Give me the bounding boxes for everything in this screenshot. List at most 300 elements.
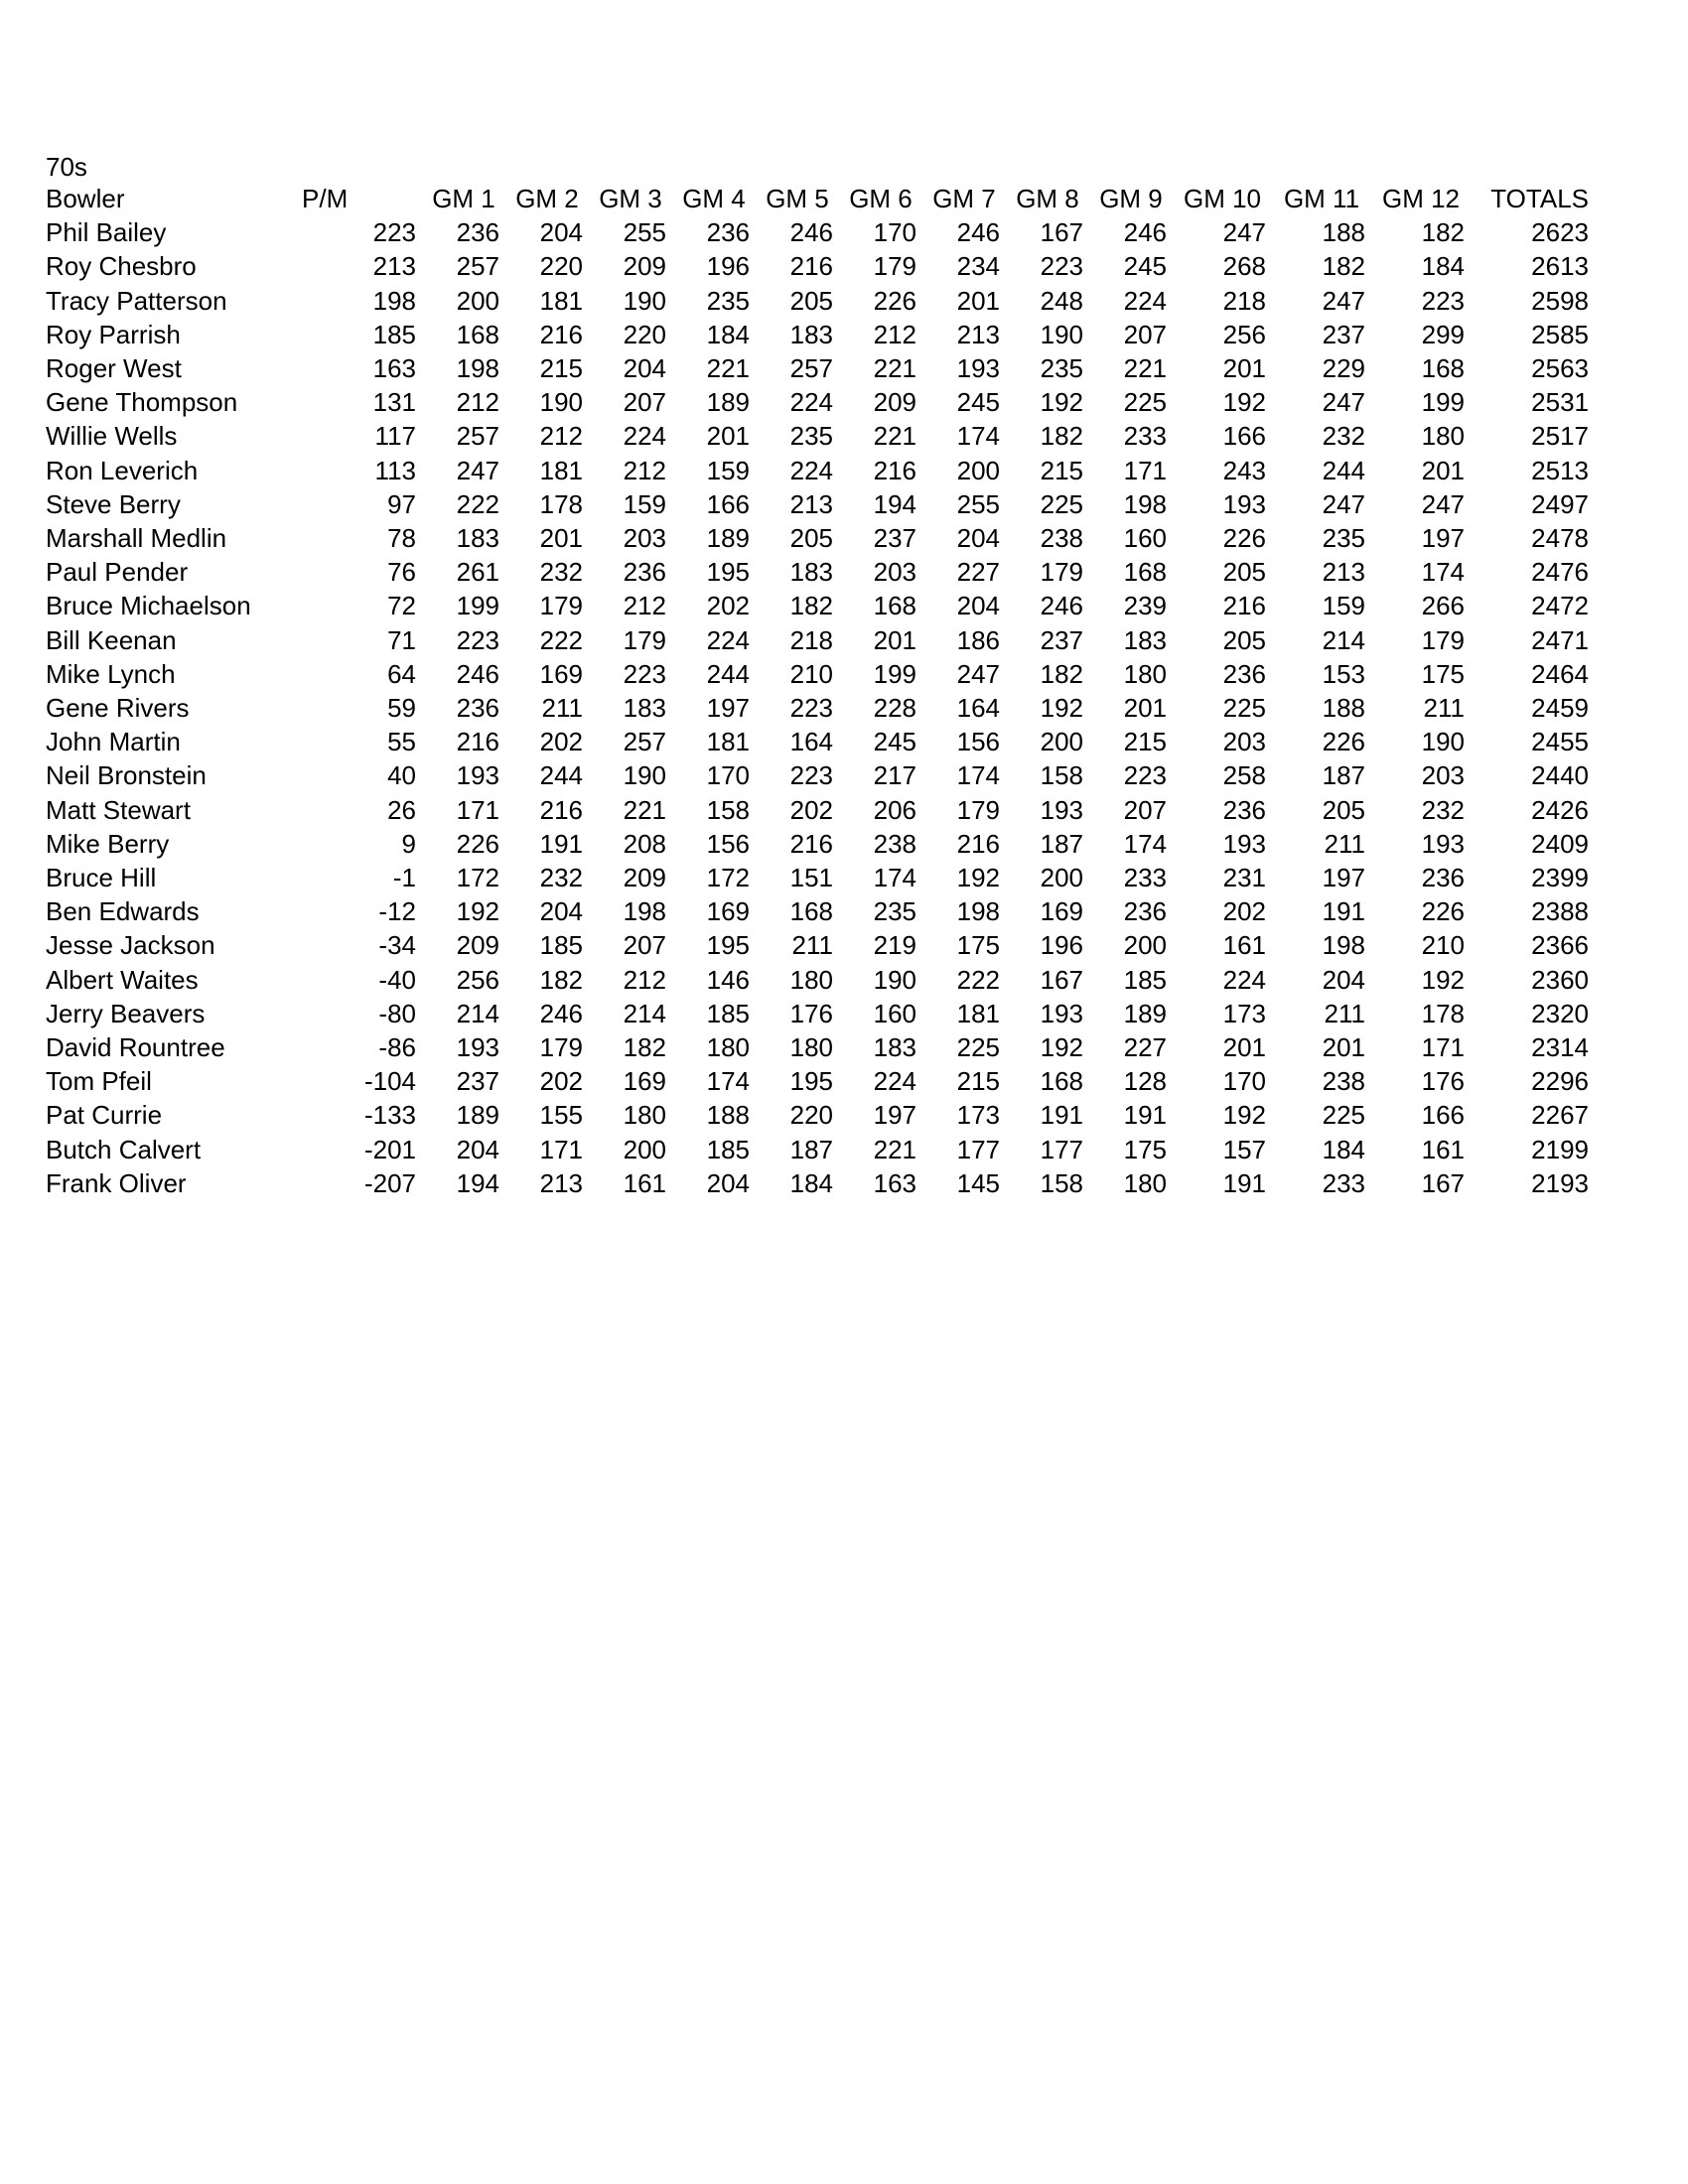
game-3-cell: 190	[623, 285, 666, 316]
game-5-cell: 183	[789, 557, 833, 588]
game-6-cell: 203	[873, 557, 916, 588]
game-4-cell: 204	[706, 1167, 750, 1198]
game-7-cell: 175	[956, 930, 1000, 961]
game-8-cell: 196	[1040, 930, 1083, 961]
game-7-cell: 255	[956, 488, 1000, 519]
game-3-cell: 200	[623, 1134, 666, 1164]
game-6-cell: 221	[873, 353, 916, 384]
game-12-cell: 175	[1421, 658, 1465, 689]
game-12-cell: 247	[1421, 488, 1465, 519]
game-1-cell: 236	[456, 217, 499, 248]
game-4-cell: 184	[706, 319, 750, 349]
game-9-cell: 191	[1123, 1100, 1167, 1131]
game-2-cell: 181	[539, 455, 583, 485]
game-11-cell: 225	[1322, 1100, 1365, 1131]
game-12-cell: 192	[1421, 964, 1465, 995]
game-5-cell: 216	[789, 251, 833, 282]
game-8-cell: 182	[1040, 421, 1083, 452]
game-10-cell: 173	[1222, 998, 1266, 1028]
game-6-cell: 197	[873, 1100, 916, 1131]
game-10-cell: 192	[1222, 1100, 1266, 1131]
game-12-cell: 182	[1421, 217, 1465, 248]
game-9-cell: 180	[1123, 1167, 1167, 1198]
game-6-cell: 170	[873, 217, 916, 248]
game-9-cell: 185	[1123, 964, 1167, 995]
game-8-cell: 246	[1040, 591, 1083, 621]
bowler-name-cell: Neil Bronstein	[46, 760, 207, 791]
game-12-cell: 223	[1421, 285, 1465, 316]
game-6-cell: 221	[873, 1134, 916, 1164]
game-2-cell: 204	[539, 896, 583, 927]
game-4-cell: 195	[706, 930, 750, 961]
game-3-cell: 159	[623, 488, 666, 519]
game-11-cell: 229	[1322, 353, 1365, 384]
game-6-cell: 245	[873, 727, 916, 757]
total-score-cell: 2459	[1531, 693, 1589, 724]
table-row	[40, 758, 1595, 792]
col-header-gm4: GM 4	[682, 184, 746, 213]
game-8-cell: 182	[1040, 658, 1083, 689]
game-10-cell: 247	[1222, 217, 1266, 248]
game-11-cell: 214	[1322, 624, 1365, 655]
game-9-cell: 180	[1123, 658, 1167, 689]
total-score-cell: 2497	[1531, 488, 1589, 519]
game-1-cell: 237	[456, 1066, 499, 1097]
game-12-cell: 168	[1421, 353, 1465, 384]
game-8-cell: 223	[1040, 251, 1083, 282]
total-score-cell: 2585	[1531, 319, 1589, 349]
game-7-cell: 198	[956, 896, 1000, 927]
total-score-cell: 2563	[1531, 353, 1589, 384]
game-6-cell: 235	[873, 896, 916, 927]
game-5-cell: 205	[789, 285, 833, 316]
game-3-cell: 214	[623, 998, 666, 1028]
game-2-cell: 244	[539, 760, 583, 791]
total-score-cell: 2366	[1531, 930, 1589, 961]
game-6-cell: 190	[873, 964, 916, 995]
game-8-cell: 215	[1040, 455, 1083, 485]
score-rows	[40, 215, 1595, 1200]
game-5-cell: 224	[789, 455, 833, 485]
game-6-cell: 209	[873, 387, 916, 418]
game-11-cell: 182	[1322, 251, 1365, 282]
game-6-cell: 216	[873, 455, 916, 485]
table-row	[40, 318, 1595, 351]
game-4-cell: 181	[706, 727, 750, 757]
total-score-cell: 2440	[1531, 760, 1589, 791]
game-11-cell: 198	[1322, 930, 1365, 961]
game-9-cell: 224	[1123, 285, 1167, 316]
game-1-cell: 183	[456, 523, 499, 554]
col-header-totals: TOTALS	[1490, 184, 1589, 213]
bowler-name-cell: Bruce Michaelson	[46, 591, 251, 621]
game-5-cell: 168	[789, 896, 833, 927]
game-10-cell: 202	[1222, 896, 1266, 927]
game-9-cell: 207	[1123, 319, 1167, 349]
table-row	[40, 1133, 1595, 1166]
game-10-cell: 268	[1222, 251, 1266, 282]
game-2-cell: 155	[539, 1100, 583, 1131]
game-6-cell: 237	[873, 523, 916, 554]
game-8-cell: 237	[1040, 624, 1083, 655]
bowler-name-cell: Ron Leverich	[46, 455, 199, 485]
game-12-cell: 171	[1421, 1032, 1465, 1063]
game-5-cell: 211	[791, 930, 833, 961]
plus-minus-cell: 26	[387, 794, 416, 825]
game-8-cell: 248	[1040, 285, 1083, 316]
table-row	[40, 589, 1595, 622]
total-score-cell: 2513	[1531, 455, 1589, 485]
game-1-cell: 193	[456, 1032, 499, 1063]
game-5-cell: 180	[789, 1032, 833, 1063]
game-6-cell: 217	[873, 760, 916, 791]
game-1-cell: 198	[456, 353, 499, 384]
game-6-cell: 226	[873, 285, 916, 316]
game-5-cell: 183	[789, 319, 833, 349]
game-10-cell: 225	[1222, 693, 1266, 724]
game-5-cell: 195	[789, 1066, 833, 1097]
game-12-cell: 161	[1421, 1134, 1465, 1164]
col-header-bowler: Bowler	[46, 184, 125, 213]
game-6-cell: 174	[873, 863, 916, 893]
game-10-cell: 231	[1222, 863, 1266, 893]
plus-minus-cell: 71	[387, 624, 416, 655]
plus-minus-cell: 55	[387, 727, 416, 757]
table-row	[40, 521, 1595, 555]
game-3-cell: 223	[623, 658, 666, 689]
game-7-cell: 179	[956, 794, 1000, 825]
game-12-cell: 174	[1421, 557, 1465, 588]
game-3-cell: 182	[623, 1032, 666, 1063]
game-4-cell: 188	[706, 1100, 750, 1131]
game-8-cell: 200	[1040, 727, 1083, 757]
game-4-cell: 170	[706, 760, 750, 791]
game-2-cell: 191	[539, 828, 583, 859]
total-score-cell: 2517	[1531, 421, 1589, 452]
game-1-cell: 261	[456, 557, 499, 588]
game-3-cell: 169	[623, 1066, 666, 1097]
game-7-cell: 215	[956, 1066, 1000, 1097]
total-score-cell: 2613	[1531, 251, 1589, 282]
game-6-cell: 201	[873, 624, 916, 655]
bowler-name-cell: Jerry Beavers	[46, 998, 206, 1028]
game-10-cell: 166	[1222, 421, 1266, 452]
game-4-cell: 180	[706, 1032, 750, 1063]
game-12-cell: 236	[1421, 863, 1465, 893]
table-row	[40, 997, 1595, 1030]
game-2-cell: 215	[539, 353, 583, 384]
game-1-cell: 199	[456, 591, 499, 621]
game-3-cell: 212	[623, 964, 666, 995]
game-1-cell: 193	[456, 760, 499, 791]
game-10-cell: 218	[1222, 285, 1266, 316]
game-3-cell: 179	[623, 624, 666, 655]
game-10-cell: 205	[1222, 557, 1266, 588]
game-7-cell: 204	[956, 523, 1000, 554]
game-4-cell: 244	[706, 658, 750, 689]
game-4-cell: 189	[706, 523, 750, 554]
table-row	[40, 215, 1595, 249]
game-11-cell: 205	[1322, 794, 1365, 825]
game-5-cell: 176	[789, 998, 833, 1028]
plus-minus-cell: -133	[363, 1100, 416, 1131]
game-10-cell: 192	[1222, 387, 1266, 418]
game-1-cell: 246	[456, 658, 499, 689]
game-1-cell: 257	[456, 421, 499, 452]
game-1-cell: 171	[456, 794, 499, 825]
game-2-cell: 216	[539, 319, 583, 349]
game-7-cell: 200	[956, 455, 1000, 485]
game-5-cell: 182	[789, 591, 833, 621]
game-6-cell: 179	[873, 251, 916, 282]
game-4-cell: 202	[706, 591, 750, 621]
game-1-cell: 216	[456, 727, 499, 757]
game-5-cell: 180	[789, 964, 833, 995]
game-8-cell: 192	[1040, 387, 1083, 418]
game-9-cell: 207	[1123, 794, 1167, 825]
game-11-cell: 238	[1322, 1066, 1365, 1097]
game-8-cell: 225	[1040, 488, 1083, 519]
table-row	[40, 555, 1595, 589]
plus-minus-cell: 163	[372, 353, 416, 384]
game-7-cell: 216	[956, 828, 1000, 859]
bowler-name-cell: Roger West	[46, 353, 182, 384]
game-11-cell: 232	[1322, 421, 1365, 452]
game-5-cell: 223	[789, 693, 833, 724]
game-2-cell: 181	[539, 285, 583, 316]
game-2-cell: 178	[539, 488, 583, 519]
bowler-name-cell: Gene Thompson	[46, 387, 238, 418]
game-9-cell: 239	[1123, 591, 1167, 621]
game-11-cell: 159	[1322, 591, 1365, 621]
game-8-cell: 235	[1040, 353, 1083, 384]
game-2-cell: 182	[539, 964, 583, 995]
game-10-cell: 161	[1222, 930, 1266, 961]
game-7-cell: 174	[956, 421, 1000, 452]
game-6-cell: 183	[873, 1032, 916, 1063]
game-12-cell: 299	[1421, 319, 1465, 349]
game-5-cell: 246	[789, 217, 833, 248]
game-6-cell: 163	[873, 1167, 916, 1198]
game-5-cell: 220	[789, 1100, 833, 1131]
game-9-cell: 215	[1123, 727, 1167, 757]
game-2-cell: 216	[539, 794, 583, 825]
game-6-cell: 206	[873, 794, 916, 825]
total-score-cell: 2409	[1531, 828, 1589, 859]
total-score-cell: 2388	[1531, 896, 1589, 927]
game-2-cell: 204	[539, 217, 583, 248]
game-9-cell: 223	[1123, 760, 1167, 791]
game-5-cell: 187	[789, 1134, 833, 1164]
game-10-cell: 256	[1222, 319, 1266, 349]
game-12-cell: 226	[1421, 896, 1465, 927]
table-row	[40, 1030, 1595, 1064]
game-12-cell: 180	[1421, 421, 1465, 452]
game-10-cell: 157	[1222, 1134, 1266, 1164]
game-5-cell: 202	[789, 794, 833, 825]
game-9-cell: 171	[1123, 455, 1167, 485]
scores-table	[40, 182, 1595, 1200]
game-6-cell: 199	[873, 658, 916, 689]
plus-minus-cell: 185	[372, 319, 416, 349]
plus-minus-cell: -40	[378, 964, 416, 995]
game-2-cell: 246	[539, 998, 583, 1028]
bowler-name-cell: Bruce Hill	[46, 863, 157, 893]
total-score-cell: 2399	[1531, 863, 1589, 893]
plus-minus-cell: 131	[372, 387, 416, 418]
game-12-cell: 199	[1421, 387, 1465, 418]
game-3-cell: 207	[623, 930, 666, 961]
game-11-cell: 233	[1322, 1167, 1365, 1198]
game-7-cell: 213	[956, 319, 1000, 349]
table-row	[40, 487, 1595, 521]
plus-minus-cell: 59	[387, 693, 416, 724]
game-7-cell: 181	[956, 998, 1000, 1028]
col-header-gm1: GM 1	[432, 184, 495, 213]
game-7-cell: 177	[956, 1134, 1000, 1164]
plus-minus-cell: -34	[378, 930, 416, 961]
game-7-cell: 246	[956, 217, 1000, 248]
game-10-cell: 205	[1222, 624, 1266, 655]
game-4-cell: 201	[706, 421, 750, 452]
plus-minus-cell: 40	[387, 760, 416, 791]
game-12-cell: 166	[1421, 1100, 1465, 1131]
game-10-cell: 170	[1222, 1066, 1266, 1097]
game-4-cell: 185	[706, 998, 750, 1028]
game-4-cell: 235	[706, 285, 750, 316]
game-11-cell: 211	[1324, 998, 1365, 1028]
game-9-cell: 236	[1123, 896, 1167, 927]
plus-minus-cell: 9	[401, 828, 416, 859]
game-2-cell: 179	[539, 591, 583, 621]
game-10-cell: 193	[1222, 828, 1266, 859]
game-3-cell: 203	[623, 523, 666, 554]
game-2-cell: 202	[539, 1066, 583, 1097]
game-10-cell: 193	[1222, 488, 1266, 519]
table-row	[40, 963, 1595, 997]
game-7-cell: 225	[956, 1032, 1000, 1063]
total-score-cell: 2476	[1531, 557, 1589, 588]
plus-minus-cell: -1	[392, 863, 416, 893]
bowler-name-cell: Willie Wells	[46, 421, 178, 452]
game-7-cell: 174	[956, 760, 1000, 791]
game-3-cell: 190	[623, 760, 666, 791]
game-8-cell: 187	[1040, 828, 1083, 859]
game-8-cell: 238	[1040, 523, 1083, 554]
game-12-cell: 178	[1421, 998, 1465, 1028]
bowler-name-cell: Roy Chesbro	[46, 251, 197, 282]
bowler-name-cell: Phil Bailey	[46, 217, 167, 248]
game-4-cell: 172	[706, 863, 750, 893]
game-5-cell: 184	[789, 1167, 833, 1198]
bowler-name-cell: Marshall Medlin	[46, 523, 227, 554]
game-10-cell: 201	[1222, 1032, 1266, 1063]
game-7-cell: 201	[956, 285, 1000, 316]
game-11-cell: 184	[1322, 1134, 1365, 1164]
game-5-cell: 218	[789, 624, 833, 655]
plus-minus-cell: 198	[372, 285, 416, 316]
game-9-cell: 225	[1123, 387, 1167, 418]
game-11-cell: 153	[1322, 658, 1365, 689]
game-1-cell: 212	[456, 387, 499, 418]
game-2-cell: 179	[539, 1032, 583, 1063]
table-row	[40, 385, 1595, 419]
game-4-cell: 156	[706, 828, 750, 859]
plus-minus-cell: -207	[363, 1167, 416, 1198]
table-row	[40, 454, 1595, 487]
col-header-gm7: GM 7	[932, 184, 996, 213]
table-row	[40, 827, 1595, 861]
game-11-cell: 247	[1322, 285, 1365, 316]
game-3-cell: 204	[623, 353, 666, 384]
game-9-cell: 128	[1123, 1066, 1167, 1097]
game-9-cell: 246	[1123, 217, 1167, 248]
game-11-cell: 235	[1322, 523, 1365, 554]
division-title: 70s	[46, 152, 87, 182]
game-7-cell: 145	[956, 1167, 1000, 1198]
total-score-cell: 2199	[1531, 1134, 1589, 1164]
total-score-cell: 2360	[1531, 964, 1589, 995]
bowler-name-cell: Steve Berry	[46, 488, 181, 519]
game-4-cell: 185	[706, 1134, 750, 1164]
game-2-cell: 232	[539, 557, 583, 588]
game-7-cell: 234	[956, 251, 1000, 282]
game-1-cell: 247	[456, 455, 499, 485]
game-9-cell: 183	[1123, 624, 1167, 655]
table-row	[40, 1064, 1595, 1098]
col-header-gm3: GM 3	[599, 184, 662, 213]
table-row	[40, 725, 1595, 758]
table-row	[40, 1166, 1595, 1200]
game-10-cell: 226	[1222, 523, 1266, 554]
col-header-gm11: GM 11	[1283, 184, 1360, 213]
game-7-cell: 245	[956, 387, 1000, 418]
plus-minus-cell: -80	[378, 998, 416, 1028]
plus-minus-cell: 78	[387, 523, 416, 554]
plus-minus-cell: 117	[374, 421, 416, 452]
bowler-name-cell: Mike Berry	[46, 828, 170, 859]
game-1-cell: 223	[456, 624, 499, 655]
game-3-cell: 209	[623, 251, 666, 282]
game-8-cell: 200	[1040, 863, 1083, 893]
game-5-cell: 213	[789, 488, 833, 519]
game-8-cell: 193	[1040, 998, 1083, 1028]
game-5-cell: 210	[789, 658, 833, 689]
game-3-cell: 180	[623, 1100, 666, 1131]
total-score-cell: 2478	[1531, 523, 1589, 554]
game-6-cell: 228	[873, 693, 916, 724]
bowler-name-cell: David Rountree	[46, 1032, 225, 1063]
game-7-cell: 164	[956, 693, 1000, 724]
plus-minus-cell: 97	[387, 488, 416, 519]
game-9-cell: 245	[1123, 251, 1167, 282]
game-5-cell: 223	[789, 760, 833, 791]
game-2-cell: 232	[539, 863, 583, 893]
game-12-cell: 184	[1421, 251, 1465, 282]
game-8-cell: 177	[1040, 1134, 1083, 1164]
game-7-cell: 193	[956, 353, 1000, 384]
game-5-cell: 224	[789, 387, 833, 418]
bowler-name-cell: Jesse Jackson	[46, 930, 215, 961]
game-2-cell: 222	[539, 624, 583, 655]
game-3-cell: 208	[623, 828, 666, 859]
game-11-cell: 197	[1322, 863, 1365, 893]
total-score-cell: 2455	[1531, 727, 1589, 757]
game-11-cell: 247	[1322, 488, 1365, 519]
game-8-cell: 168	[1040, 1066, 1083, 1097]
game-6-cell: 212	[873, 319, 916, 349]
game-9-cell: 233	[1123, 421, 1167, 452]
